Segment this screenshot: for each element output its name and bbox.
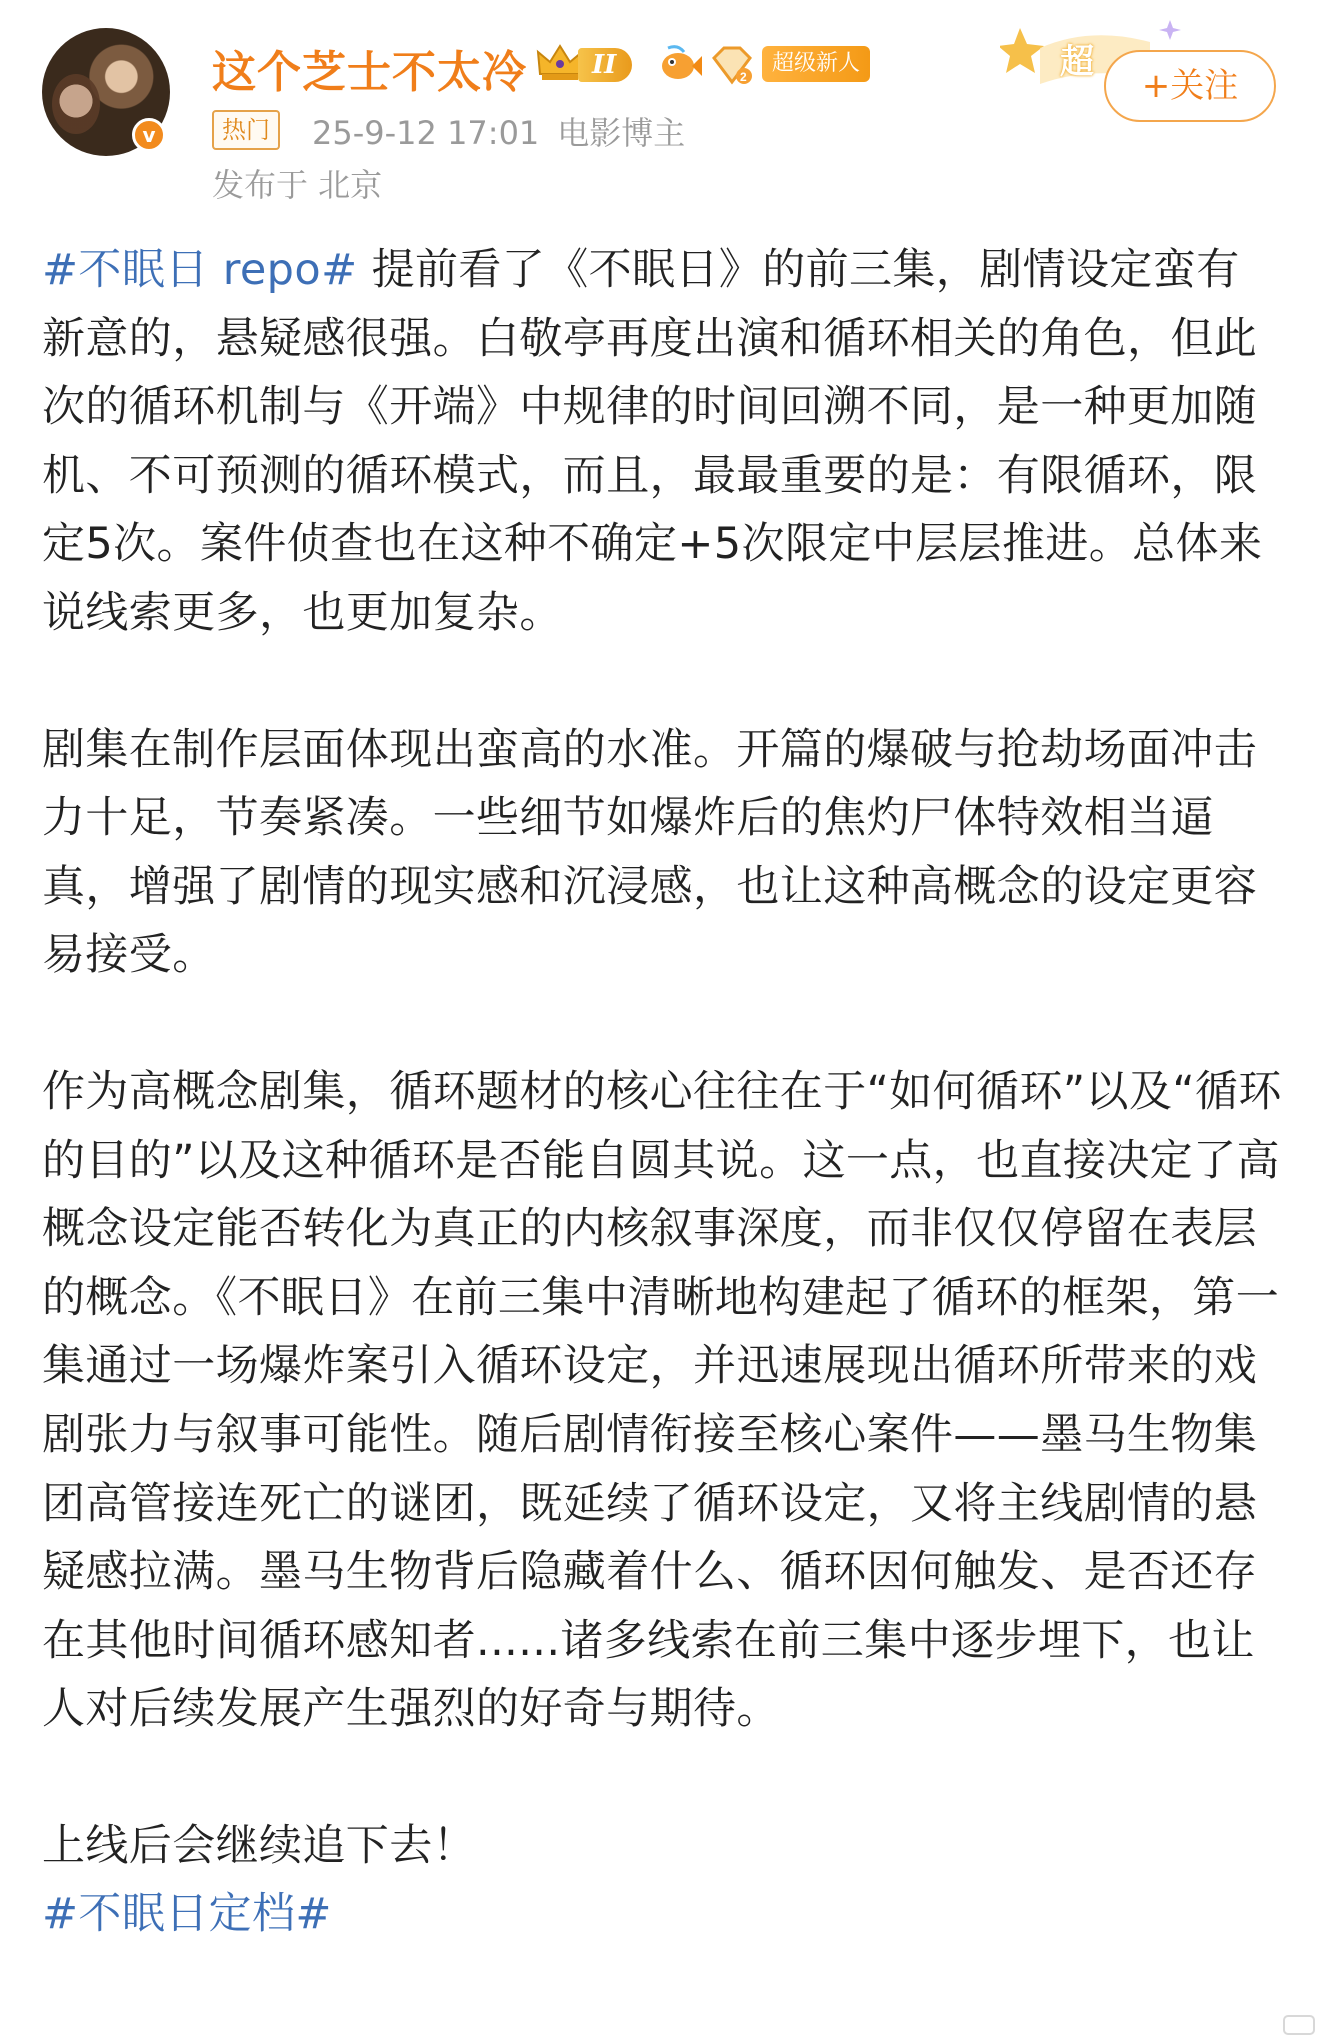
verified-icon: v: [132, 118, 166, 152]
crown-icon: [536, 42, 584, 82]
corner-watermark-icon: [1280, 2010, 1320, 2039]
svg-text:2: 2: [740, 70, 747, 84]
paragraph-text: 提前看了《不眠日》的前三集，剧情设定蛮有新意的，悬疑感很强。白敬亭再度出演和循环相关的角色，但此次的循环机制与《开端》中规律的时间回溯不同，是一种更加随机、不可预测的循环模式，而且，最最重要的是：有限循环，限定5次。案件侦查也在这种不确定+5次限定中层层推进。总体来说线索更多，也更加复杂。: [42, 245, 1263, 638]
post-paragraph-2: 剧集在制作层面体现出蛮高的水准。开篇的爆破与抢劫场面冲击力十足，节奏紧凑。一些细节如爆炸后的焦灼尸体特效相当逼真，增强了剧情的现实感和沉浸感，也让这种高概念的设定更容易接受。: [42, 724, 1258, 981]
post-paragraph-5: [42, 1880, 1282, 1949]
post-body: [42, 236, 1282, 1949]
hashtag-link[interactable]: #不眠日 repo#: [42, 245, 358, 295]
post-paragraph-1: [42, 236, 1282, 648]
avatar-secondary-face: [52, 74, 100, 134]
super-label: 超: [1060, 42, 1094, 82]
post-paragraph-3: 作为高概念剧集，循环题材的核心往往在于“如何循环”以及“循环的目的”以及这种循环是否能自圆其说。这一点，也直接决定了高概念设定能否转化为真正的内核叙事深度，而非仅仅停留在表层的概念。《不眠日》在前三集中清晰地构建起了循环的框架，第一集通过一场爆炸案引入循环设定，并迅速展现出循环所带来的戏剧张力与叙事可能性。随后剧情衔接至核心案件——墨马生物集团高管接连死亡的谜团，既延续了循环设定，又将主线剧情的悬疑感拉满。墨马生物背后隐藏着什么、循环因何触发、是否还存在其他时间循环感知者......诸多线索在前三集中逐步埋下，也让人对后续发展产生强烈的好奇与期待。: [42, 1066, 1282, 1735]
follow-button[interactable]: +关注: [1104, 50, 1276, 122]
super-newbie-badge: 超级新人: [762, 46, 870, 82]
post-time: 25-9-12 17:01: [312, 114, 540, 152]
level-badge: II: [578, 48, 632, 82]
post-paragraph-4: 上线后会继续追下去！: [42, 1820, 476, 1871]
post-meta: [312, 108, 685, 154]
hashtag-link[interactable]: #不眠日定档#: [42, 1889, 332, 1940]
hot-tag: 热门: [212, 110, 280, 150]
author-name[interactable]: 这个芝士不太冷: [212, 47, 527, 98]
author-role: 电影博主: [557, 114, 686, 152]
diamond-icon: [710, 44, 754, 86]
fish-icon: [658, 44, 702, 84]
post-location: 发布于 北京: [212, 166, 383, 204]
